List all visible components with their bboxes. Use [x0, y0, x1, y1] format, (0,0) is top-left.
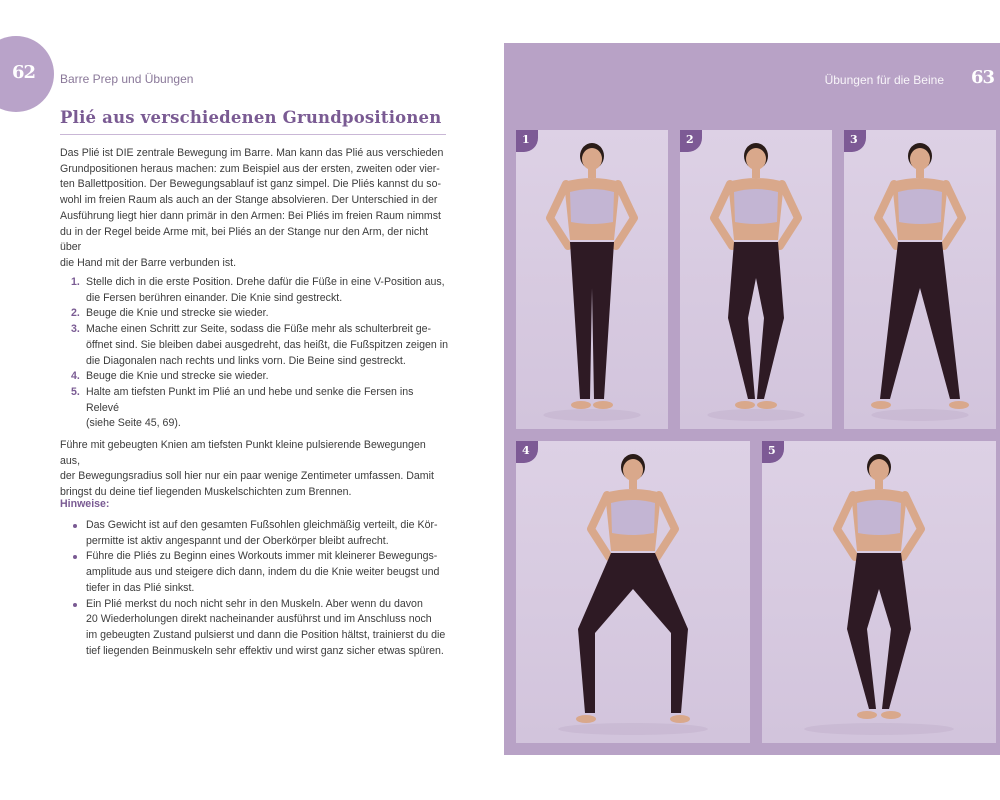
hint-item [60, 549, 448, 596]
floor-shadow [558, 723, 708, 735]
foot-shape [670, 715, 690, 723]
text-line: die Hand mit der Barre verbunden ist. [60, 256, 237, 269]
arm-shape [591, 495, 609, 557]
neck-shape [629, 479, 637, 489]
text-line: 20 Wiederholungen direkt nacheinander ausführst und im Anschluss noch [86, 613, 432, 626]
crop-top-shape [734, 189, 778, 224]
bullet-icon [73, 555, 77, 559]
intro-paragraph [60, 146, 448, 272]
leggings-shape [847, 553, 911, 709]
step-number: 2. [71, 307, 80, 320]
text-line: Beuge die Knie und strecke sie wieder. [86, 307, 269, 320]
pulse-paragraph [60, 438, 448, 501]
bullet-icon [73, 524, 77, 528]
foot-shape [757, 401, 777, 409]
neck-shape [916, 168, 924, 178]
crop-top-shape [898, 189, 942, 224]
step-number: 4. [71, 370, 80, 383]
head-shape [746, 148, 766, 170]
neck-shape [752, 168, 760, 178]
exercise-photo-4 [516, 441, 750, 743]
arm-shape [657, 495, 675, 557]
step-number: 5. [71, 385, 80, 398]
arm-shape [944, 184, 962, 246]
arm-shape [550, 184, 568, 246]
page-number-right: 63 [970, 67, 994, 88]
text-line: amplitude aus und steigere dich dann, indem du die Knie weiter beugst und [86, 566, 440, 579]
bullet-icon [73, 603, 77, 607]
text-line: tief liegenden Beinmuskeln sehr effektiv und wirst ganz sicher etwas spüren. [86, 644, 444, 657]
text-line: die Diagonalen nach rechts und links vorn. Die Beine sind gestreckt. [86, 354, 406, 367]
text-line: die Fersen berühren einander. Die Knie sind gestreckt. [86, 291, 343, 304]
foot-shape [857, 711, 877, 719]
leggings-shape [880, 242, 960, 399]
crop-top-shape [611, 500, 655, 535]
arm-shape [837, 495, 855, 557]
text-line: Mache einen Schritt zur Seite, sodass die Füße mehr als schulterbreit ge- [86, 323, 432, 336]
text-line: du in der Regel beide Arme mit, bei Pliés an der Stange nur den Arm, der nicht über [60, 225, 429, 254]
step-item [60, 322, 448, 369]
steps-list [60, 275, 448, 432]
foot-shape [576, 715, 596, 723]
text-line: Führe die Pliés zu Beginn eines Workouts immer mit kleinerer Bewegungs- [86, 550, 438, 563]
floor-shadow [707, 409, 804, 421]
text-line: der Bewegungsradius soll hier nur ein paar wenige Zentimeter umfassen. Damit [60, 470, 434, 483]
figure-illustration [762, 441, 996, 743]
running-head-left: Barre Prep und Übungen [60, 72, 194, 86]
text-line: Stelle dich in die erste Position. Drehe dafür die Füße in eine V-Position aus, [86, 276, 445, 288]
text-line: Beuge die Knie und strecke sie wieder. [86, 370, 269, 383]
text-line: Halte am tiefsten Punkt im Plié an und hebe und senke die Fersen ins Relevé [86, 385, 414, 414]
hints-list [60, 518, 448, 659]
head-shape [910, 148, 930, 170]
figure-illustration [844, 130, 996, 429]
hint-item [60, 597, 448, 660]
text-line: bringst du deine tief liegenden Muskelschichten zum Brennen. [60, 486, 352, 499]
text-line: ten Ballettposition. Der Bewegungsablauf ist ganz simpel. Die Pliés kannst du so- [60, 178, 441, 191]
page-number-left-badge [0, 36, 54, 112]
arm-shape [780, 184, 798, 246]
step-item [60, 306, 448, 322]
figure-illustration [516, 441, 750, 743]
text-line: Ein Plié merkst du noch nicht sehr in den Muskeln. Aber wenn du davon [86, 597, 423, 610]
leggings-shape [570, 242, 614, 399]
arm-shape [714, 184, 732, 246]
arm-shape [616, 184, 634, 246]
step-number: 3. [71, 323, 80, 336]
arm-shape [878, 184, 896, 246]
arm-shape [903, 495, 921, 557]
foot-shape [593, 401, 613, 409]
text-line: im gebeugten Zustand pulsierst und dann die Position hältst, trainierst du die [86, 628, 446, 641]
photo-number: 1 [522, 133, 530, 146]
exercise-photo-2 [680, 130, 832, 429]
text-line: Das Gewicht ist auf den gesamten Fußsohlen gleichmäßig verteilt, die Kör- [86, 519, 438, 531]
text-line: öffnet sind. Sie bleiben dabei ausgedreht, das heißt, die Fußspitzen zeigen in [86, 338, 448, 351]
text-line: tiefer in das Plié sinkst. [86, 581, 195, 594]
leggings-shape [728, 242, 784, 399]
text-line: permitte ist aktiv angespannt und der Oberkörper bleibt aufrecht. [86, 534, 389, 547]
photo-number: 3 [850, 133, 858, 146]
figure-illustration [516, 130, 668, 429]
neck-shape [875, 479, 883, 489]
step-item [60, 385, 448, 432]
text-line: Das Plié ist DIE zentrale Bewegung im Barre. Man kann das Plié aus verschieden [60, 147, 444, 159]
leggings-shape [578, 553, 688, 713]
foot-shape [949, 401, 969, 409]
hint-item [60, 518, 448, 549]
step-number: 1. [71, 276, 80, 288]
step-item [60, 369, 448, 385]
exercise-photo-3 [844, 130, 996, 429]
photo-number: 4 [522, 444, 530, 457]
text-line: (siehe Seite 45, 69). [86, 417, 181, 430]
foot-shape [871, 401, 891, 409]
floor-shadow [804, 723, 954, 735]
neck-shape [588, 168, 596, 178]
text-line: wohl im freien Raum als auch an der Stange absolvieren. Der Unterschied in der [60, 194, 438, 207]
foot-shape [881, 711, 901, 719]
foot-shape [571, 401, 591, 409]
photo-number: 5 [768, 444, 776, 457]
exercise-photo-1 [516, 130, 668, 429]
head-shape [582, 148, 602, 170]
crop-top-shape [570, 189, 614, 224]
exercise-photo-5 [762, 441, 996, 743]
step-item [60, 275, 448, 306]
section-title: Plié aus verschiedenen Grundpositionen [60, 108, 442, 127]
running-head-right: Übungen für die Beine [824, 73, 944, 87]
figure-illustration [680, 130, 832, 429]
head-shape [623, 459, 643, 481]
foot-shape [735, 401, 755, 409]
floor-shadow [871, 409, 968, 421]
head-shape [869, 459, 889, 481]
hints-heading: Hinweise: [60, 498, 110, 510]
title-divider [60, 134, 446, 135]
right-page-panel [504, 43, 1000, 755]
page-number-left: 62 [12, 62, 36, 83]
text-line: Ausführung liegt hier dann primär in den Armen: Bei Pliés im freien Raum nimmst [60, 209, 441, 222]
text-line: Grundpositionen heraus machen: zum Beispiel aus der ersten, zweiten oder vier- [60, 162, 440, 175]
floor-shadow [543, 409, 640, 421]
crop-top-shape [857, 500, 901, 535]
text-line: Führe mit gebeugten Knien am tiefsten Punkt kleine pulsierende Bewegungen aus, [60, 439, 426, 467]
photo-number: 2 [686, 133, 694, 146]
